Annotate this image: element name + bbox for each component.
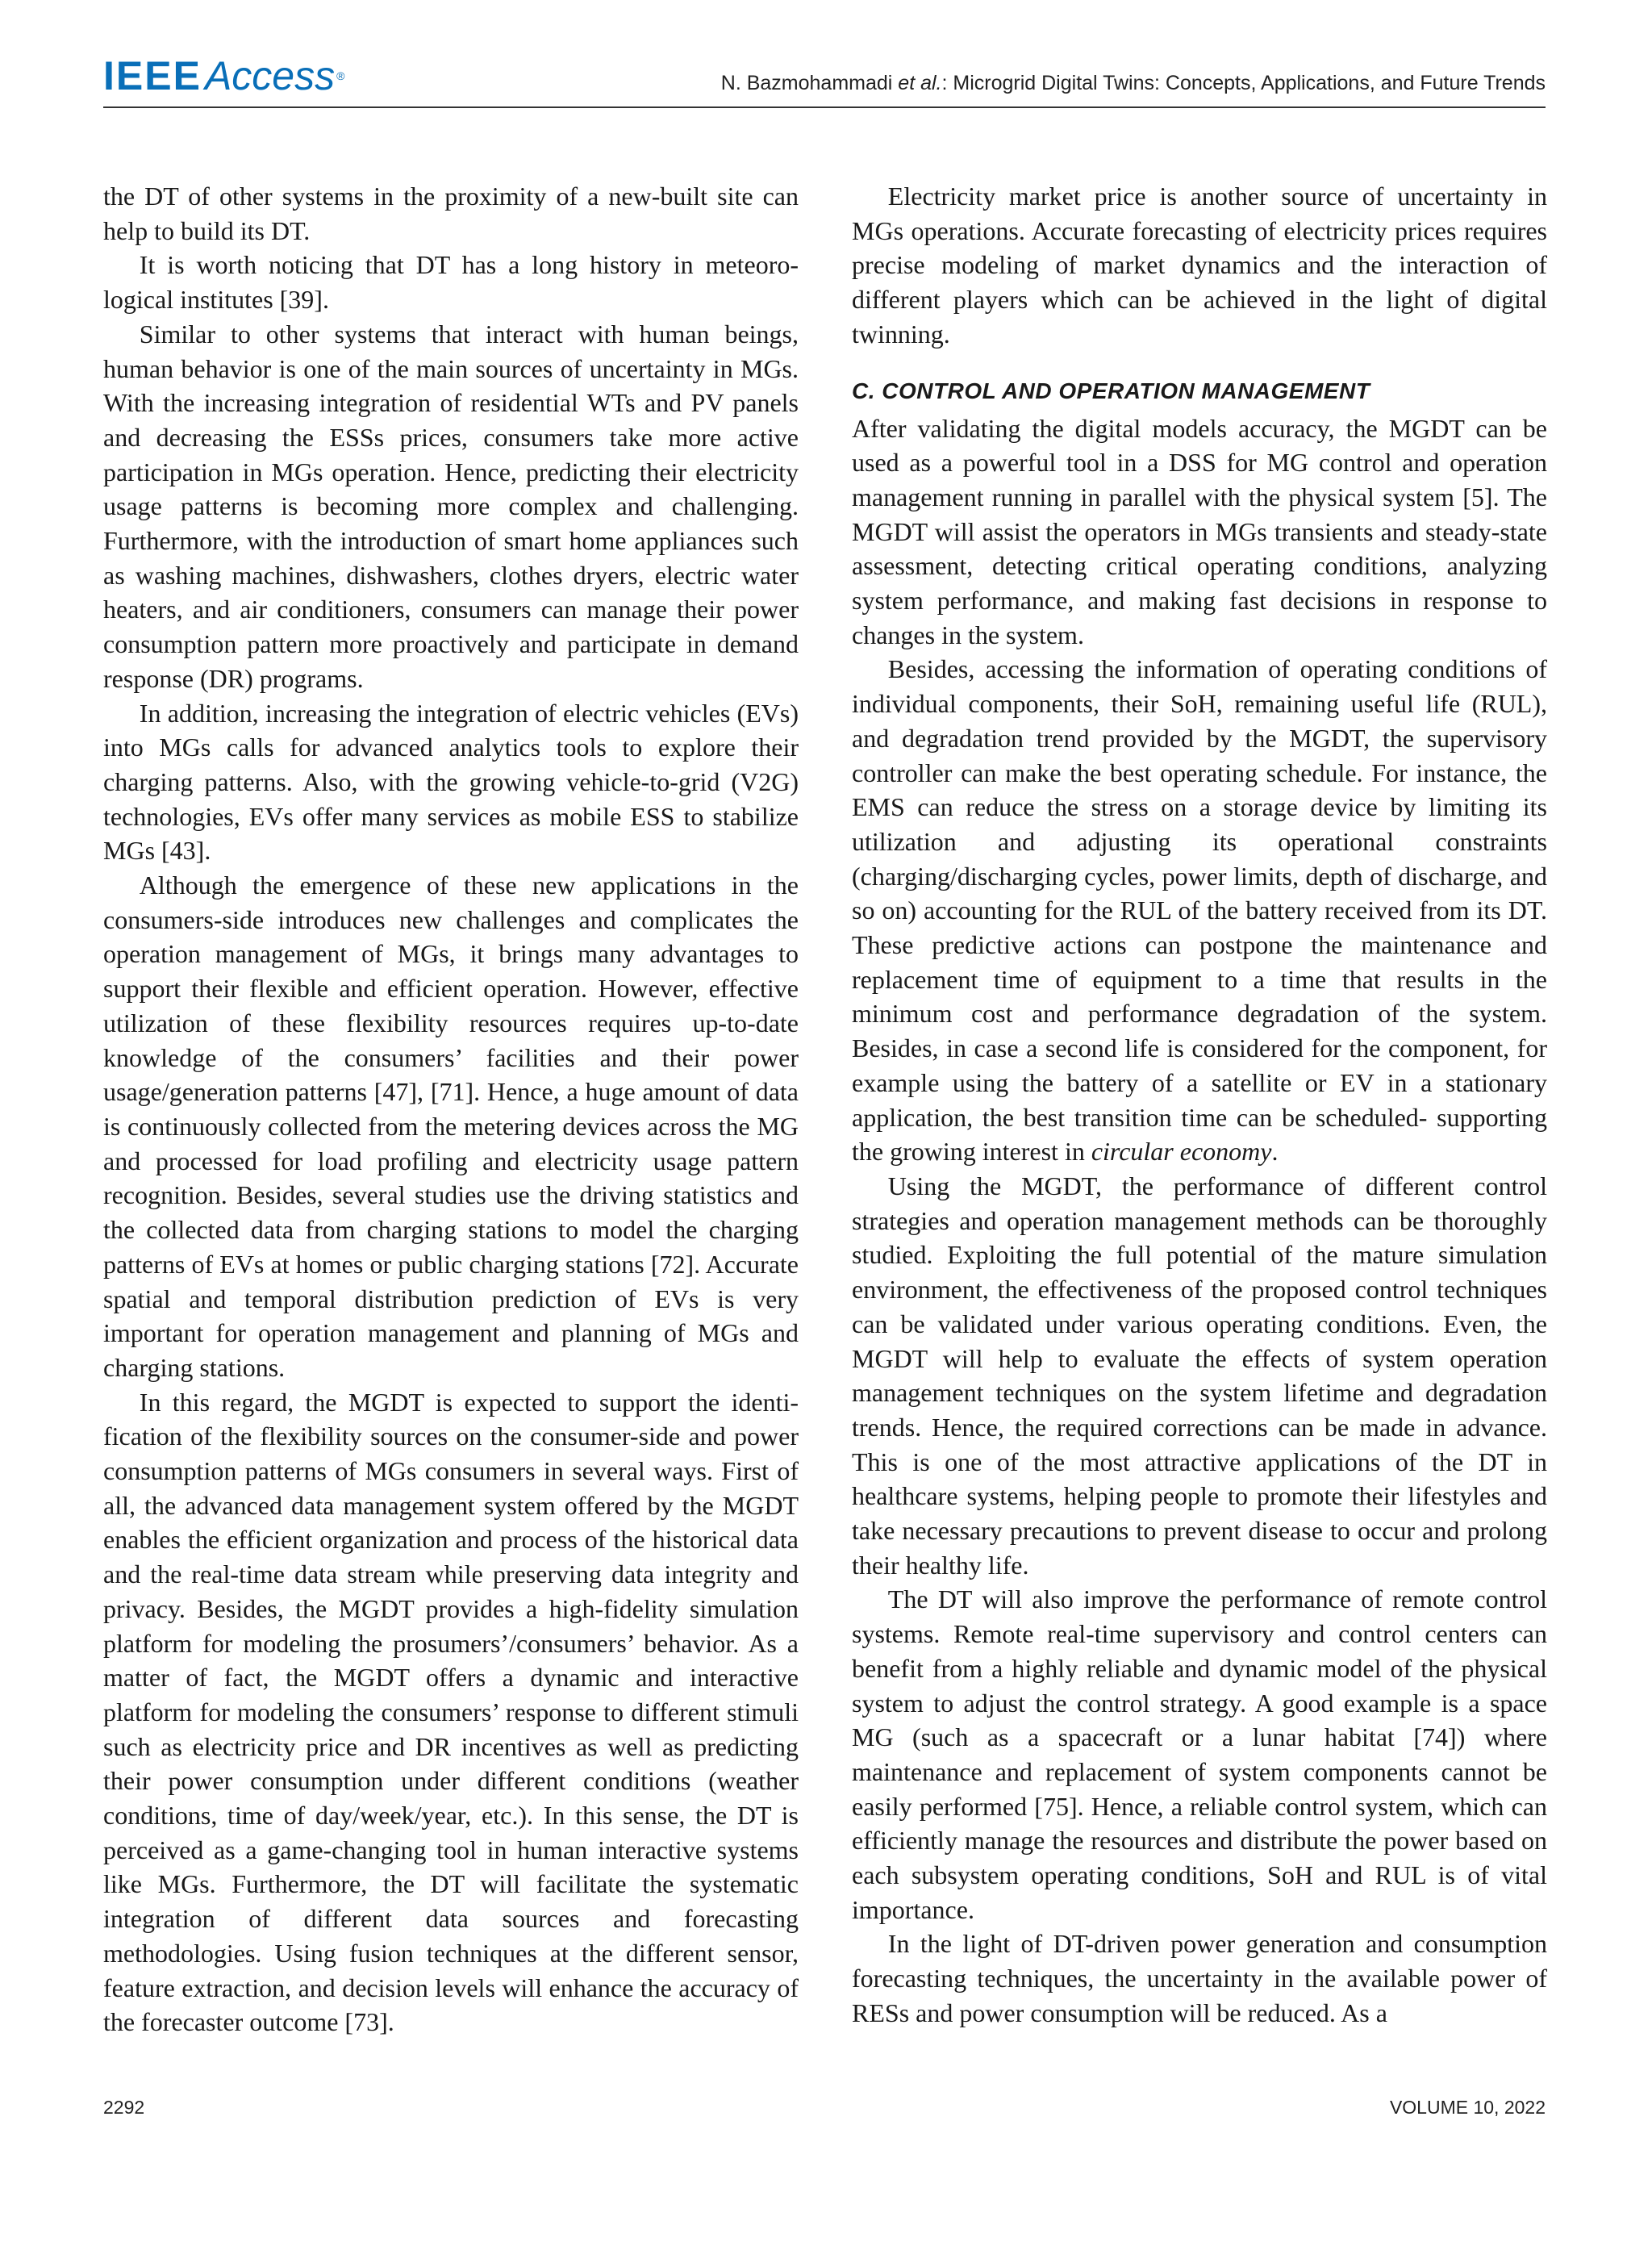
left-paragraph-1: the DT of other systems in the proximity of a new-built site can help to build its DT. — [103, 182, 799, 245]
left-paragraph-2: It is worth noticing that DT has a long history in meteorological institutes [39]. — [103, 250, 799, 315]
logo-ieee: IEEE — [103, 53, 202, 98]
page-header — [103, 48, 1546, 108]
right-column — [852, 179, 1547, 2031]
running-title-etal: et al. — [898, 72, 942, 94]
logo-access: Access — [204, 53, 336, 98]
left-paragraph-6: In this regard, the MGDT is expected to support the identification of the flexibility sources on the consumer-side and power consumption patterns of MGs consumers in several ways. First of all, the advanced data management system offered by the MGDT enables the efficient organization and process of the historical data and the real-time data stream while preserving data integrity and privacy. Besides, the MGDT provides a high-fidelity simulation platform for modeling the prosumers’/consumers’ behavior. As a matter of fact, the MGDT offers a dynamic and interactive platform for modeling the consumers’ response to different stimuli such as electricity price and DR incentives as well as predicting their power consumption under different conditions (weather conditions, time of day/week/year, etc.). In this sense, the DT is perceived as a game-changing tool in human interactive systems like MGs. Furthermore, the DT will facilitate the systematic integration of different data sources and forecasting methodologies. Using fusion techniques at the different sensor, feature extraction, and decision levels will enhance the accuracy of the forecaster outcome [73]. — [103, 1387, 799, 2037]
running-title-text: : Microgrid Digital Twins: Concepts, Applications, and Future Trends — [941, 72, 1546, 94]
volume-info: VOLUME 10, 2022 — [1389, 2097, 1546, 2118]
right-paragraph-3-end: . — [1271, 1137, 1279, 1167]
right-paragraph-4: Using the MGDT, the performance of different control strategies and operation management methods can be thoroughly studied. Exploiting the full potential of the mature simulation environment, the effectiveness of the proposed control techniques can be validated under various operating conditions. Even, the MGDT will help to evaluate the effects of system operation management techniques on the system lifetime and degradation trends. Hence, the required corrections can be made in advance. This is one of the most attractive applications of the DT in healthcare systems, helping people to promote their lifestyles and take necessary precautions to prevent disease to occur and prolong their healthy life. — [852, 1171, 1547, 1580]
page-number: 2292 — [103, 2097, 145, 2118]
right-paragraph-6: In the light of DT-driven power generation and consumption forecasting techniques, the uncertainty in the available power of RESs and power consumption will be reduced. As a — [852, 1929, 1547, 2027]
right-paragraph-3 — [852, 652, 1547, 1169]
right-paragraph-5: The DT will also improve the performance of remote control systems. Remote real-time supervisory and control centers can benefit from a highly reliable and dynamic model of the physical system to adjust the control strategy. A good example is a space MG (such as a spacecraft or a lunar habitat [74]) where maintenance and replacement of system components cannot be easily performed [75]. Hence, a reliable control system, which can efficiently manage the resources and distribute the power based on each subsystem operating conditions, SoH and RUL is of vital importance. — [852, 1584, 1547, 1924]
left-paragraph-4: In addition, increasing the integration of electric vehicles (EVs) into MGs calls for advanced analytics tools to explore their charging patterns. Also, with the growing vehicle-to-grid (V2G) technologies, EVs offer many services as mobile ESS to stabilize MGs [43]. — [103, 698, 799, 866]
running-title — [721, 71, 1546, 95]
left-column — [103, 179, 799, 2039]
section-heading: C. CONTROL AND OPERATION MANAGEMENT — [852, 378, 1370, 403]
right-paragraph-2: After validating the digital models accuracy, the MGDT can be used as a powerful tool in a DSS for MG control and operation management running in parallel with the physical system [5]. The MGDT will assist the operators in MGs transients and steady-state assessment, detecting critical operating conditions, analyzing system performance, and making fast decisions in response to changes in the system. — [852, 413, 1547, 649]
right-paragraph-3-italic: circular economy — [1091, 1137, 1272, 1167]
running-title-authors: N. Bazmohammadi — [720, 72, 899, 94]
right-paragraph-1: Electricity market price is another source of uncertainty in MGs operations. Accurate forecasting of electricity prices requires precise modeling of market dynamics and the interaction of different players which can be achieved in the light of digital twinning. — [852, 182, 1547, 349]
right-paragraph-3-text: Besides, accessing the information of operating conditions of individual components, their SoH, remaining useful life (RUL), and degradation trend provided by the MGDT, the supervisory controller can make the best operating schedule. For instance, the EMS can reduce the stress on a storage device by limiting its utilization and adjusting its operational constraints (charging/discharging cycles, power limits, depth of discharge, and so on) accounting for the RUL of the battery received from its DT. These predictive actions can postpone the maintenance and replacement time of equipment to a time that results in the minimum cost and performance degradation of the system. Besides, in case a second life is considered for the component, for example using the battery of a satellite or EV in a stationary application, the best transition time can be scheduled- supporting the growing interest in — [852, 654, 1547, 1167]
journal-logo — [103, 53, 344, 98]
left-paragraph-3: Similar to other systems that interact with human beings, human behavior is one of the main sources of uncertainty in MGs. With the increasing integration of residential WTs and PV panels and decreasing the ESSs prices, consumers take more active participation in MGs operation. Hence, predicting their electricity usage patterns is becoming more complex and challenging. Furthermore, with the introduction of smart home appliances such as washing machines, dishwashers, clothes dryers, electric water heaters, and air conditioners, consumers can manage their power consumption pattern more proactively and participate in demand response (DR) programs. — [103, 319, 799, 693]
logo-trademark: ® — [336, 69, 345, 82]
left-paragraph-5: Although the emergence of these new applications in the consumers-side introduces new challenges and complicates the operation management of MGs, it brings many advantages to support their flexible and efficient operation. However, effective utilization of these flexibility resources requires up-to-date knowledge of the consumers’ facilities and their power usage/generation patterns [47], [71]. Hence, a huge amount of data is continuously collected from the metering devices across the MG and processed for load profiling and electricity usage pattern recognition. Besides, several studies use the driving statistics and the collected data from charging stations to model the charging patterns of EVs at homes or public charging stations [72]. Accurate spatial and temporal distribution prediction of EVs is very important for operation management and planning of MGs and charging stations. — [103, 870, 799, 1382]
